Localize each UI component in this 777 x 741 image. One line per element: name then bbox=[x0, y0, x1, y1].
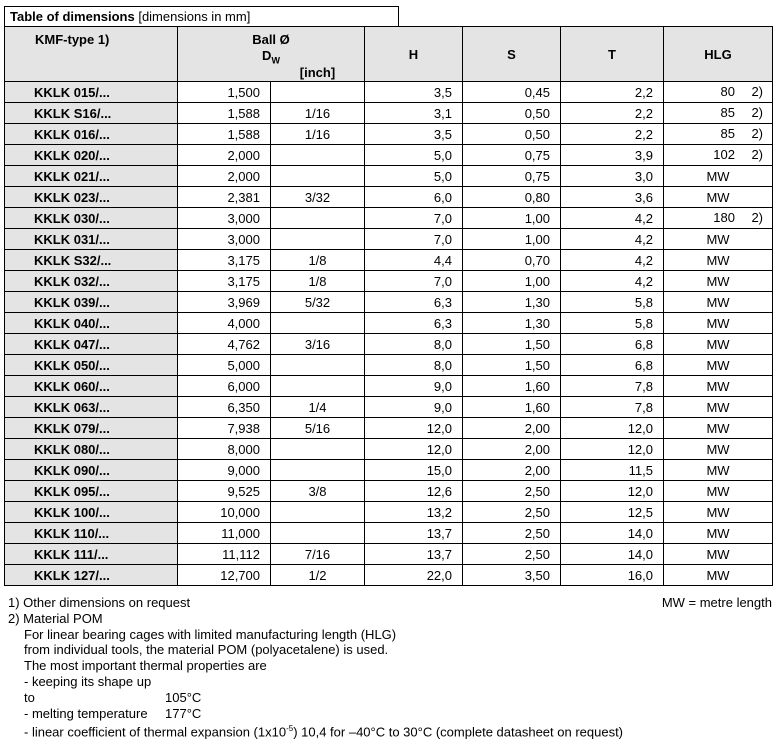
ball-inch-cell: 3/8 bbox=[271, 481, 365, 502]
s-cell: 3,50 bbox=[463, 565, 561, 586]
ball-mm-cell: 5,000 bbox=[178, 355, 271, 376]
hlg-cell: MW bbox=[664, 229, 773, 250]
hlg-value: 85 bbox=[720, 126, 735, 141]
h-cell: 4,4 bbox=[365, 250, 463, 271]
ball-mm-cell: 2,381 bbox=[178, 187, 271, 208]
ball-inch-cell bbox=[271, 523, 365, 544]
s-cell: 2,50 bbox=[463, 523, 561, 544]
t-cell: 12,5 bbox=[561, 502, 664, 523]
type-cell: KKLK 063/... bbox=[5, 397, 178, 418]
type-cell: KKLK S32/... bbox=[5, 250, 178, 271]
s-cell: 0,45 bbox=[463, 82, 561, 103]
hlg-cell bbox=[664, 208, 773, 229]
s-cell: 0,75 bbox=[463, 166, 561, 187]
type-cell: KKLK 100/... bbox=[5, 502, 178, 523]
t-cell: 7,8 bbox=[561, 376, 664, 397]
table-row bbox=[5, 544, 773, 565]
header-inch: [inch] bbox=[299, 65, 336, 80]
type-cell: KKLK 080/... bbox=[5, 439, 178, 460]
t-cell: 5,8 bbox=[561, 292, 664, 313]
table-row bbox=[5, 439, 773, 460]
table-row bbox=[5, 208, 773, 229]
h-cell: 8,0 bbox=[365, 334, 463, 355]
t-cell: 2,2 bbox=[561, 124, 664, 145]
h-cell: 7,0 bbox=[365, 271, 463, 292]
s-cell: 2,50 bbox=[463, 544, 561, 565]
h-cell: 13,7 bbox=[365, 544, 463, 565]
ball-inch-cell: 1/16 bbox=[271, 124, 365, 145]
table-row bbox=[5, 229, 773, 250]
hlg-footnote-ref: 2) bbox=[751, 210, 763, 225]
table-row bbox=[5, 103, 773, 124]
ball-mm-cell: 4,762 bbox=[178, 334, 271, 355]
t-cell: 7,8 bbox=[561, 397, 664, 418]
table-title-bold: Table of dimensions bbox=[10, 9, 135, 24]
type-cell: KKLK 079/... bbox=[5, 418, 178, 439]
t-cell: 12,0 bbox=[561, 481, 664, 502]
footnote-2-line-3: The most important thermal properties are bbox=[24, 658, 267, 674]
ball-mm-cell: 6,350 bbox=[178, 397, 271, 418]
t-cell: 16,0 bbox=[561, 565, 664, 586]
type-cell: KKLK 030/... bbox=[5, 208, 178, 229]
s-cell: 1,50 bbox=[463, 355, 561, 376]
table-title bbox=[4, 6, 399, 26]
type-cell: KKLK 023/... bbox=[5, 187, 178, 208]
hlg-cell: MW bbox=[664, 271, 773, 292]
hlg-cell: MW bbox=[664, 523, 773, 544]
t-cell: 3,6 bbox=[561, 187, 664, 208]
hlg-cell: MW bbox=[664, 166, 773, 187]
t-cell: 12,0 bbox=[561, 418, 664, 439]
h-cell: 5,0 bbox=[365, 145, 463, 166]
table-row bbox=[5, 376, 773, 397]
h-cell: 6,3 bbox=[365, 292, 463, 313]
hlg-cell: MW bbox=[664, 397, 773, 418]
table-row bbox=[5, 397, 773, 418]
h-cell: 5,0 bbox=[365, 166, 463, 187]
table-row bbox=[5, 481, 773, 502]
ball-mm-cell: 3,175 bbox=[178, 250, 271, 271]
t-cell: 4,2 bbox=[561, 250, 664, 271]
hlg-cell: MW bbox=[664, 313, 773, 334]
s-cell: 1,60 bbox=[463, 376, 561, 397]
h-cell: 6,3 bbox=[365, 313, 463, 334]
hlg-value: 80 bbox=[720, 84, 735, 99]
ball-mm-cell: 1,500 bbox=[178, 82, 271, 103]
hlg-cell: MW bbox=[664, 502, 773, 523]
thermal-melting: - melting temperature 177°C bbox=[24, 705, 202, 721]
type-cell: KKLK 016/... bbox=[5, 124, 178, 145]
dimensions-table bbox=[4, 26, 773, 586]
ball-inch-cell bbox=[271, 145, 365, 166]
h-cell: 6,0 bbox=[365, 187, 463, 208]
thermal-shape: - keeping its shape up to 105°C bbox=[24, 673, 202, 705]
table-row bbox=[5, 502, 773, 523]
ball-inch-cell: 5/16 bbox=[271, 418, 365, 439]
s-cell: 0,50 bbox=[463, 103, 561, 124]
ball-inch-cell: 3/32 bbox=[271, 187, 365, 208]
ball-mm-cell: 3,969 bbox=[178, 292, 271, 313]
ball-inch-cell: 1/8 bbox=[271, 271, 365, 292]
h-cell: 3,5 bbox=[365, 82, 463, 103]
ball-mm-cell: 9,000 bbox=[178, 460, 271, 481]
s-cell: 1,30 bbox=[463, 292, 561, 313]
t-cell: 14,0 bbox=[561, 544, 664, 565]
ball-inch-cell bbox=[271, 166, 365, 187]
thermal-expansion: - linear coefficient of thermal expansion $(1x10^{-5})$ 10,4 for –40°C to 30°C (complete datasheet on request) bbox=[24, 724, 624, 740]
ball-mm-cell: 10,000 bbox=[178, 502, 271, 523]
ball-inch-cell bbox=[271, 82, 365, 103]
hlg-cell: MW bbox=[664, 418, 773, 439]
type-cell: KKLK S16/... bbox=[5, 103, 178, 124]
hlg-footnote-ref: 2) bbox=[751, 147, 763, 162]
type-cell: KKLK 111/... bbox=[5, 544, 178, 565]
s-cell: 2,50 bbox=[463, 502, 561, 523]
type-cell: KKLK 047/... bbox=[5, 334, 178, 355]
hlg-cell: MW bbox=[664, 439, 773, 460]
table-row bbox=[5, 271, 773, 292]
ball-inch-cell bbox=[271, 460, 365, 481]
footnote-2-line-1: For linear bearing cages with limited manufacturing length (HLG) bbox=[24, 626, 397, 642]
h-cell: 12,6 bbox=[365, 481, 463, 502]
hlg-value: 102 bbox=[713, 147, 735, 162]
h-cell: 3,5 bbox=[365, 124, 463, 145]
ball-mm-cell: 9,525 bbox=[178, 481, 271, 502]
ball-inch-cell: 3/16 bbox=[271, 334, 365, 355]
ball-mm-cell: 4,000 bbox=[178, 313, 271, 334]
table-row bbox=[5, 313, 773, 334]
footnote-1: 1) Other dimensions on request bbox=[8, 595, 191, 610]
ball-inch-cell: 7/16 bbox=[271, 544, 365, 565]
hlg-cell: MW bbox=[664, 565, 773, 586]
ball-inch-cell bbox=[271, 208, 365, 229]
hlg-value: 85 bbox=[720, 105, 735, 120]
t-cell: 14,0 bbox=[561, 523, 664, 544]
t-cell: 12,0 bbox=[561, 439, 664, 460]
s-cell: 1,60 bbox=[463, 397, 561, 418]
ball-mm-cell: 11,112 bbox=[178, 544, 271, 565]
hlg-cell: MW bbox=[664, 292, 773, 313]
ball-mm-cell: 8,000 bbox=[178, 439, 271, 460]
header-type: KMF-type 1) bbox=[5, 27, 178, 82]
header-hlg: HLG bbox=[664, 27, 773, 82]
s-cell: 1,00 bbox=[463, 208, 561, 229]
table-title-unit: [dimensions in mm] bbox=[134, 9, 251, 24]
h-cell: 15,0 bbox=[365, 460, 463, 481]
ball-mm-cell: 3,000 bbox=[178, 208, 271, 229]
hlg-cell bbox=[664, 103, 773, 124]
type-cell: KKLK 021/... bbox=[5, 166, 178, 187]
hlg-value: 180 bbox=[713, 210, 735, 225]
hlg-cell: MW bbox=[664, 187, 773, 208]
ball-inch-cell: 1/2 bbox=[271, 565, 365, 586]
s-cell: 1,50 bbox=[463, 334, 561, 355]
footnote-2: 2) Material POM bbox=[8, 610, 103, 626]
t-cell: 4,2 bbox=[561, 229, 664, 250]
mw-legend: MW = metre length bbox=[661, 595, 772, 610]
type-cell: KKLK 015/... bbox=[5, 82, 178, 103]
type-cell: KKLK 032/... bbox=[5, 271, 178, 292]
hlg-cell: MW bbox=[664, 355, 773, 376]
ball-inch-cell bbox=[271, 376, 365, 397]
hlg-cell bbox=[664, 124, 773, 145]
type-cell: KKLK 127/... bbox=[5, 565, 178, 586]
ball-inch-cell bbox=[271, 502, 365, 523]
h-cell: 9,0 bbox=[365, 397, 463, 418]
table-row bbox=[5, 124, 773, 145]
s-cell: 1,00 bbox=[463, 229, 561, 250]
ball-mm-cell: 7,938 bbox=[178, 418, 271, 439]
hlg-cell bbox=[664, 145, 773, 166]
table-row bbox=[5, 250, 773, 271]
hlg-cell bbox=[664, 82, 773, 103]
header-h: H bbox=[365, 27, 463, 82]
hlg-footnote-ref: 2) bbox=[751, 126, 763, 141]
h-cell: 12,0 bbox=[365, 418, 463, 439]
t-cell: 4,2 bbox=[561, 271, 664, 292]
ball-inch-cell bbox=[271, 313, 365, 334]
s-cell: 2,00 bbox=[463, 418, 561, 439]
header-s: S bbox=[463, 27, 561, 82]
ball-mm-cell: 12,700 bbox=[178, 565, 271, 586]
type-cell: KKLK 095/... bbox=[5, 481, 178, 502]
ball-mm-cell: 11,000 bbox=[178, 523, 271, 544]
ball-inch-cell: 1/8 bbox=[271, 250, 365, 271]
ball-mm-cell: 6,000 bbox=[178, 376, 271, 397]
t-cell: 5,8 bbox=[561, 313, 664, 334]
h-cell: 7,0 bbox=[365, 208, 463, 229]
s-cell: 0,80 bbox=[463, 187, 561, 208]
ball-mm-cell: 1,588 bbox=[178, 103, 271, 124]
ball-mm-cell: 2,000 bbox=[178, 166, 271, 187]
t-cell: 6,8 bbox=[561, 334, 664, 355]
table-row bbox=[5, 334, 773, 355]
h-cell: 12,0 bbox=[365, 439, 463, 460]
hlg-cell: MW bbox=[664, 544, 773, 565]
t-cell: 3,9 bbox=[561, 145, 664, 166]
header-dw: $D_W$ bbox=[262, 48, 280, 66]
s-cell: 2,50 bbox=[463, 481, 561, 502]
table-row bbox=[5, 82, 773, 103]
ball-inch-cell bbox=[271, 355, 365, 376]
ball-inch-cell bbox=[271, 229, 365, 250]
ball-inch-cell bbox=[271, 439, 365, 460]
h-cell: 7,0 bbox=[365, 229, 463, 250]
s-cell: 1,30 bbox=[463, 313, 561, 334]
hlg-cell: MW bbox=[664, 250, 773, 271]
t-cell: 2,2 bbox=[561, 103, 664, 124]
s-cell: 2,00 bbox=[463, 439, 561, 460]
ball-mm-cell: 1,588 bbox=[178, 124, 271, 145]
hlg-footnote-ref: 2) bbox=[751, 84, 763, 99]
t-cell: 3,0 bbox=[561, 166, 664, 187]
table-row bbox=[5, 292, 773, 313]
type-cell: KKLK 060/... bbox=[5, 376, 178, 397]
type-cell: KKLK 031/... bbox=[5, 229, 178, 250]
ball-mm-cell: 2,000 bbox=[178, 145, 271, 166]
type-cell: KKLK 040/... bbox=[5, 313, 178, 334]
s-cell: 0,50 bbox=[463, 124, 561, 145]
type-cell: KKLK 039/... bbox=[5, 292, 178, 313]
hlg-cell: MW bbox=[664, 376, 773, 397]
hlg-cell: MW bbox=[664, 334, 773, 355]
header-ball-label: Ball Ø bbox=[252, 32, 290, 47]
hlg-cell: MW bbox=[664, 481, 773, 502]
h-cell: 13,2 bbox=[365, 502, 463, 523]
ball-inch-cell: 1/4 bbox=[271, 397, 365, 418]
h-cell: 8,0 bbox=[365, 355, 463, 376]
ball-mm-cell: 3,175 bbox=[178, 271, 271, 292]
s-cell: 2,00 bbox=[463, 460, 561, 481]
table-row bbox=[5, 355, 773, 376]
t-cell: 6,8 bbox=[561, 355, 664, 376]
table-row bbox=[5, 523, 773, 544]
table-row bbox=[5, 565, 773, 586]
hlg-footnote-ref: 2) bbox=[751, 105, 763, 120]
ball-inch-cell: 5/32 bbox=[271, 292, 365, 313]
header-row bbox=[5, 27, 773, 82]
hlg-cell: MW bbox=[664, 460, 773, 481]
h-cell: 13,7 bbox=[365, 523, 463, 544]
s-cell: 0,70 bbox=[463, 250, 561, 271]
t-cell: 4,2 bbox=[561, 208, 664, 229]
h-cell: 9,0 bbox=[365, 376, 463, 397]
table-row bbox=[5, 418, 773, 439]
t-cell: 2,2 bbox=[561, 82, 664, 103]
ball-mm-cell: 3,000 bbox=[178, 229, 271, 250]
type-cell: KKLK 020/... bbox=[5, 145, 178, 166]
s-cell: 1,00 bbox=[463, 271, 561, 292]
type-cell: KKLK 050/... bbox=[5, 355, 178, 376]
header-t: T bbox=[561, 27, 664, 82]
type-cell: KKLK 110/... bbox=[5, 523, 178, 544]
type-cell: KKLK 090/... bbox=[5, 460, 178, 481]
table-row bbox=[5, 187, 773, 208]
footnotes bbox=[8, 595, 623, 741]
h-cell: 3,1 bbox=[365, 103, 463, 124]
ball-inch-cell: 1/16 bbox=[271, 103, 365, 124]
t-cell: 11,5 bbox=[561, 460, 664, 481]
table-row bbox=[5, 145, 773, 166]
header-ball bbox=[178, 27, 365, 82]
footnote-2-line-2: from individual tools, the material POM (polyacetalene) is used. bbox=[24, 642, 389, 658]
h-cell: 22,0 bbox=[365, 565, 463, 586]
table-row bbox=[5, 166, 773, 187]
table-row bbox=[5, 460, 773, 481]
s-cell: 0,75 bbox=[463, 145, 561, 166]
